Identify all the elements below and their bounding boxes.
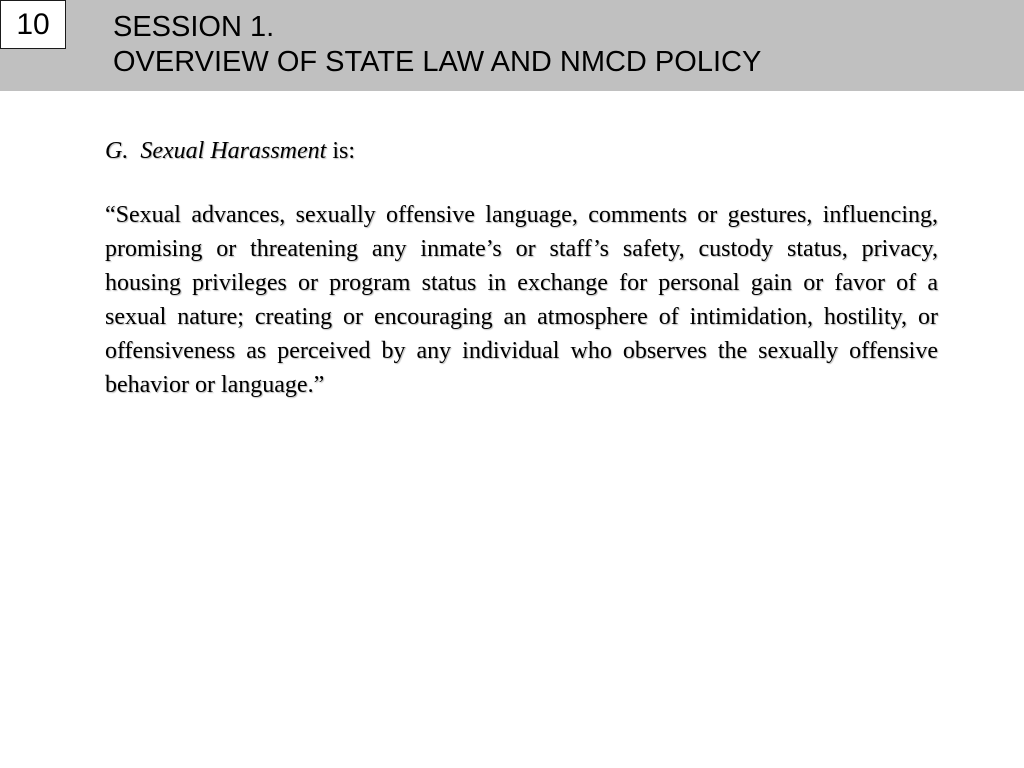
item-letter: G. xyxy=(105,138,129,164)
defined-term: Sexual Harassment xyxy=(140,138,327,164)
session-title-line-1: SESSION 1. xyxy=(113,11,275,43)
term-suffix: is: xyxy=(332,138,356,164)
session-title xyxy=(113,10,761,80)
definition-quote: “Sexual advances, sexually offensive language, comments or gestures, influencing, promising or threatening any inmate’s or staff’s safety, custody status, privacy, housing privileges or program status in exchange for personal gain or favor of a sexual nature; creating or encouraging an atmosphere of intimidation, hostility, or offensiveness as perceived by any individual who observes the sexually offensive behavior or language.” xyxy=(105,202,938,398)
slide-number: 10 xyxy=(0,0,66,49)
slide-content xyxy=(105,134,938,402)
session-title-line-2: OVERVIEW OF STATE LAW AND NMCD POLICY xyxy=(113,46,762,78)
definition-heading xyxy=(105,134,938,168)
